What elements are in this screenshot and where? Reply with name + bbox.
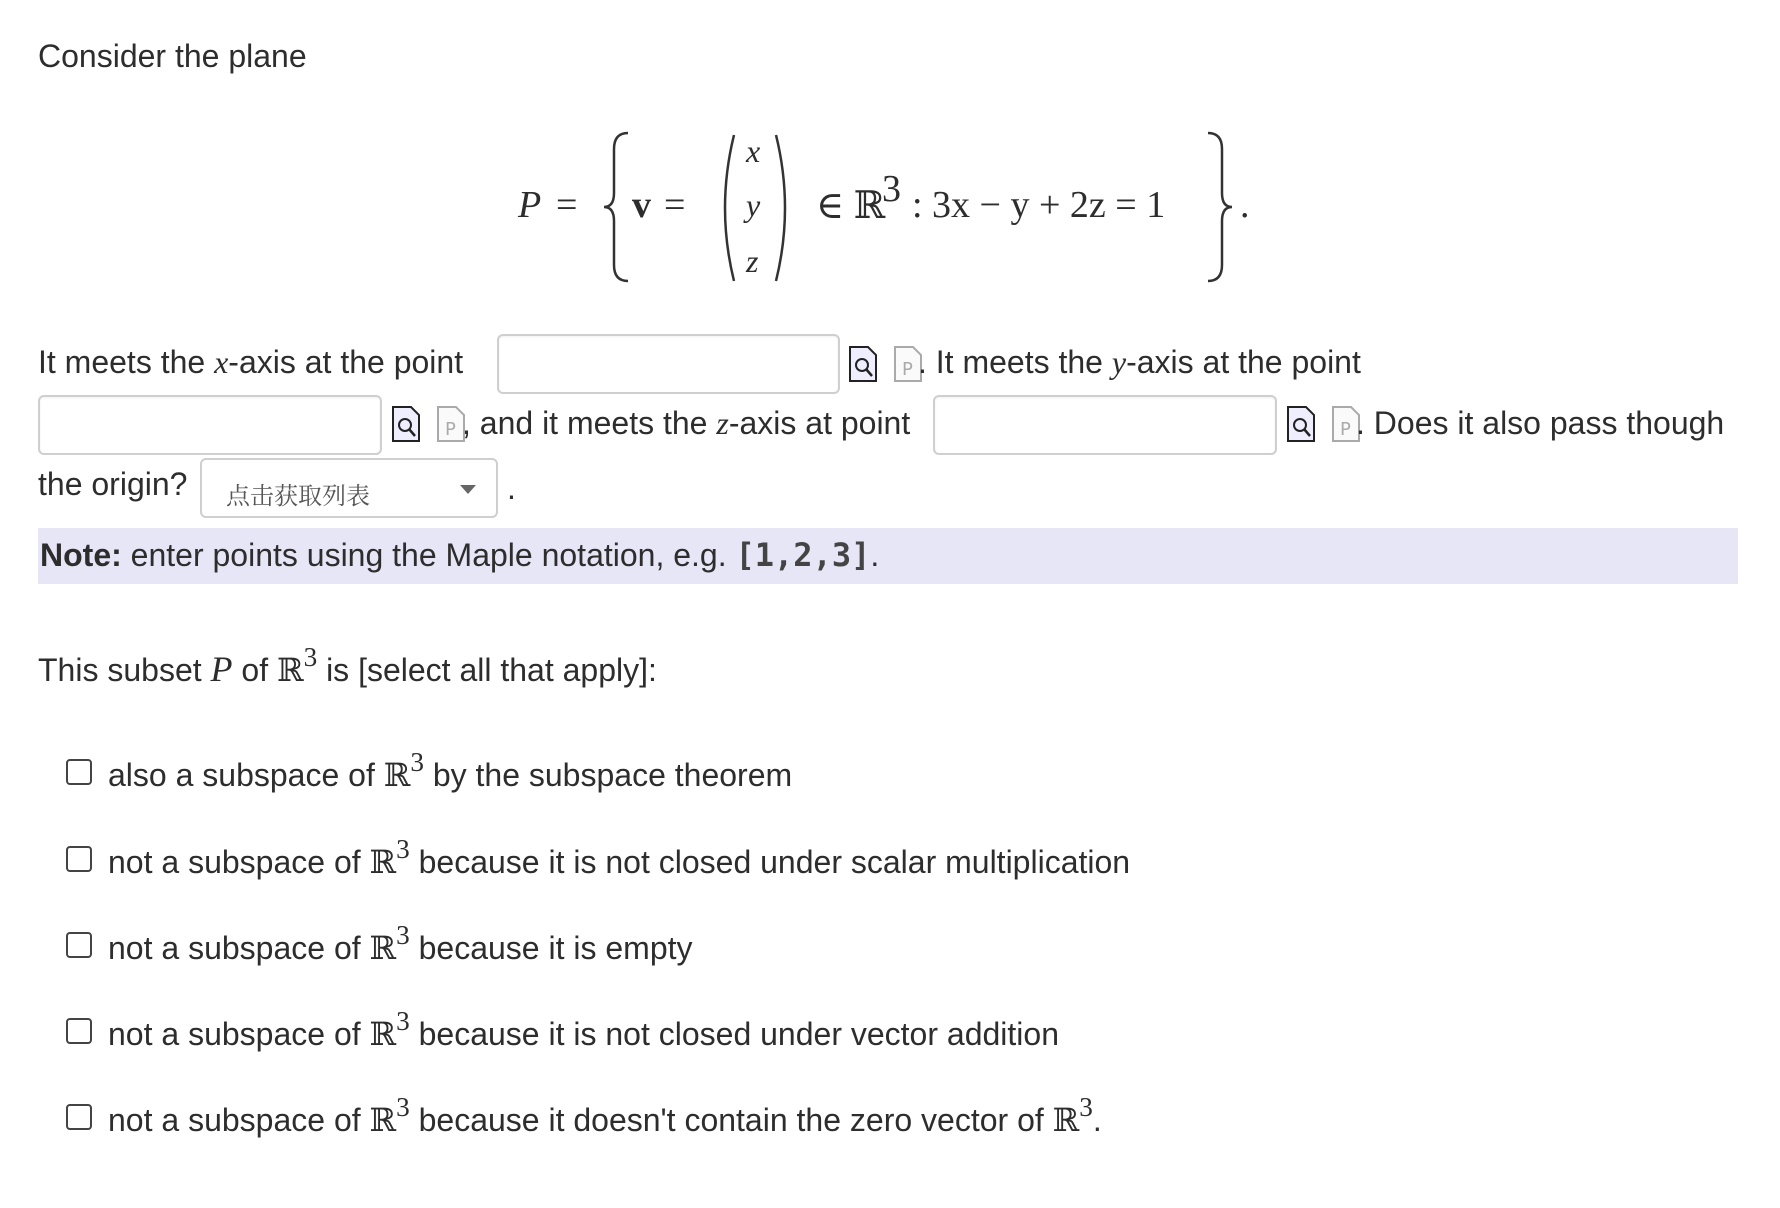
note-body: enter points using the Maple notation, e.g.	[121, 537, 736, 573]
svg-text:P: P	[445, 419, 456, 440]
sentence-text-4: -axis at the point	[1126, 344, 1361, 380]
option-exp: 3	[396, 1092, 410, 1123]
question-prefix: This subset	[38, 652, 211, 688]
eq-equals-2: =	[664, 184, 686, 226]
sentence-text-1: It meets the	[38, 344, 215, 380]
component-y: y	[746, 187, 761, 223]
chevron-down-icon	[460, 485, 476, 494]
option-checkbox-1[interactable]	[66, 759, 92, 785]
dropdown-placeholder: 点击获取列表	[226, 482, 370, 510]
option-space: ℝ	[369, 1015, 397, 1053]
option-text: because it is not closed under scalar multiplication	[409, 844, 1131, 880]
var-z: z	[716, 405, 729, 441]
option-exp: 3	[396, 1006, 410, 1037]
origin-dropdown[interactable]	[200, 458, 498, 518]
option-checkbox-2[interactable]	[66, 846, 92, 872]
sentence-text-3: . It meets the	[918, 344, 1112, 380]
note-example: [1,2,3]	[735, 536, 871, 574]
left-paren	[714, 133, 738, 283]
plane-equation	[0, 125, 1780, 295]
question-suffix: is [select all that apply]:	[317, 652, 657, 688]
sentence-line-1b	[918, 344, 1361, 381]
subset-question	[38, 642, 657, 690]
z-intercept-input[interactable]	[933, 395, 1277, 455]
svg-text:P: P	[902, 359, 913, 380]
var-y: y	[1111, 344, 1127, 380]
option-exp: 3	[410, 747, 424, 778]
component-x: x	[746, 133, 761, 169]
option-label-3	[108, 920, 693, 967]
question-var: P	[210, 649, 233, 689]
option-checkbox-4[interactable]	[66, 1018, 92, 1044]
option-checkbox-3[interactable]	[66, 932, 92, 958]
preview-icon[interactable]	[848, 345, 878, 383]
option-space: ℝ	[369, 843, 397, 881]
option-text: not a subspace of	[108, 930, 370, 966]
option-text: also a subspace of	[108, 757, 384, 793]
preview-icon[interactable]	[1286, 405, 1316, 443]
option-space: ℝ	[1052, 1101, 1080, 1139]
option-text: not a subspace of	[108, 844, 370, 880]
svg-text:P: P	[1340, 419, 1351, 440]
eq-condition: : 3x − y + 2z = 1	[912, 184, 1166, 226]
note-end: .	[870, 537, 880, 573]
intro-text: Consider the plane	[38, 38, 307, 74]
left-brace	[602, 131, 634, 283]
option-space: ℝ	[369, 1101, 397, 1139]
sentence-end: .	[507, 470, 516, 506]
eq-vector-name: v	[632, 184, 651, 226]
eq-exponent: 3	[882, 168, 901, 210]
option-space: ℝ	[369, 929, 397, 967]
note-text	[40, 536, 879, 574]
sentence-line-2b: . Does it also pass though	[1356, 405, 1725, 441]
option-space: ℝ	[383, 756, 411, 794]
option-exp: 3	[396, 920, 410, 951]
option-text: because it is empty	[409, 930, 693, 966]
var-x: x	[214, 344, 229, 380]
note-box	[38, 528, 1738, 584]
sentence-text-6: -axis at point	[728, 405, 911, 441]
sentence-text-2: -axis at the point	[228, 344, 464, 380]
eq-equals-1: =	[556, 184, 578, 226]
eq-period: .	[1240, 184, 1250, 226]
option-label-1	[108, 747, 793, 794]
option-exp: 3	[396, 834, 410, 865]
y-intercept-input[interactable]	[38, 395, 382, 455]
origin-question: the origin?	[38, 466, 188, 502]
option-text: not a subspace of	[108, 1102, 370, 1138]
question-mid: of	[232, 652, 277, 688]
option-label-5	[108, 1092, 1102, 1139]
component-z: z	[746, 243, 759, 279]
option-text: because it is not closed under vector addition	[409, 1016, 1059, 1052]
option-text: because it doesn't contain the zero vector of	[409, 1102, 1053, 1138]
x-intercept-input[interactable]	[497, 334, 840, 394]
option-checkbox-5[interactable]	[66, 1104, 92, 1130]
right-paren	[772, 133, 796, 283]
option-label-2	[108, 834, 1131, 881]
sentence-text-5: , and it meets the	[462, 405, 717, 441]
sentence-line-1	[38, 344, 463, 381]
option-exp: 3	[1079, 1092, 1093, 1123]
preview-icon[interactable]	[391, 405, 421, 443]
eq-membership: ∈ ℝ	[816, 185, 886, 227]
option-label-4	[108, 1006, 1059, 1053]
question-space: ℝ	[276, 651, 304, 689]
option-text: not a subspace of	[108, 1016, 370, 1052]
question-exp: 3	[303, 642, 318, 673]
option-text: by the subspace theorem	[423, 757, 793, 793]
right-brace	[1204, 131, 1236, 283]
eq-lhs: P	[518, 184, 542, 226]
sentence-line-2	[462, 405, 910, 442]
option-end: .	[1092, 1102, 1102, 1138]
note-label: Note:	[40, 537, 122, 573]
